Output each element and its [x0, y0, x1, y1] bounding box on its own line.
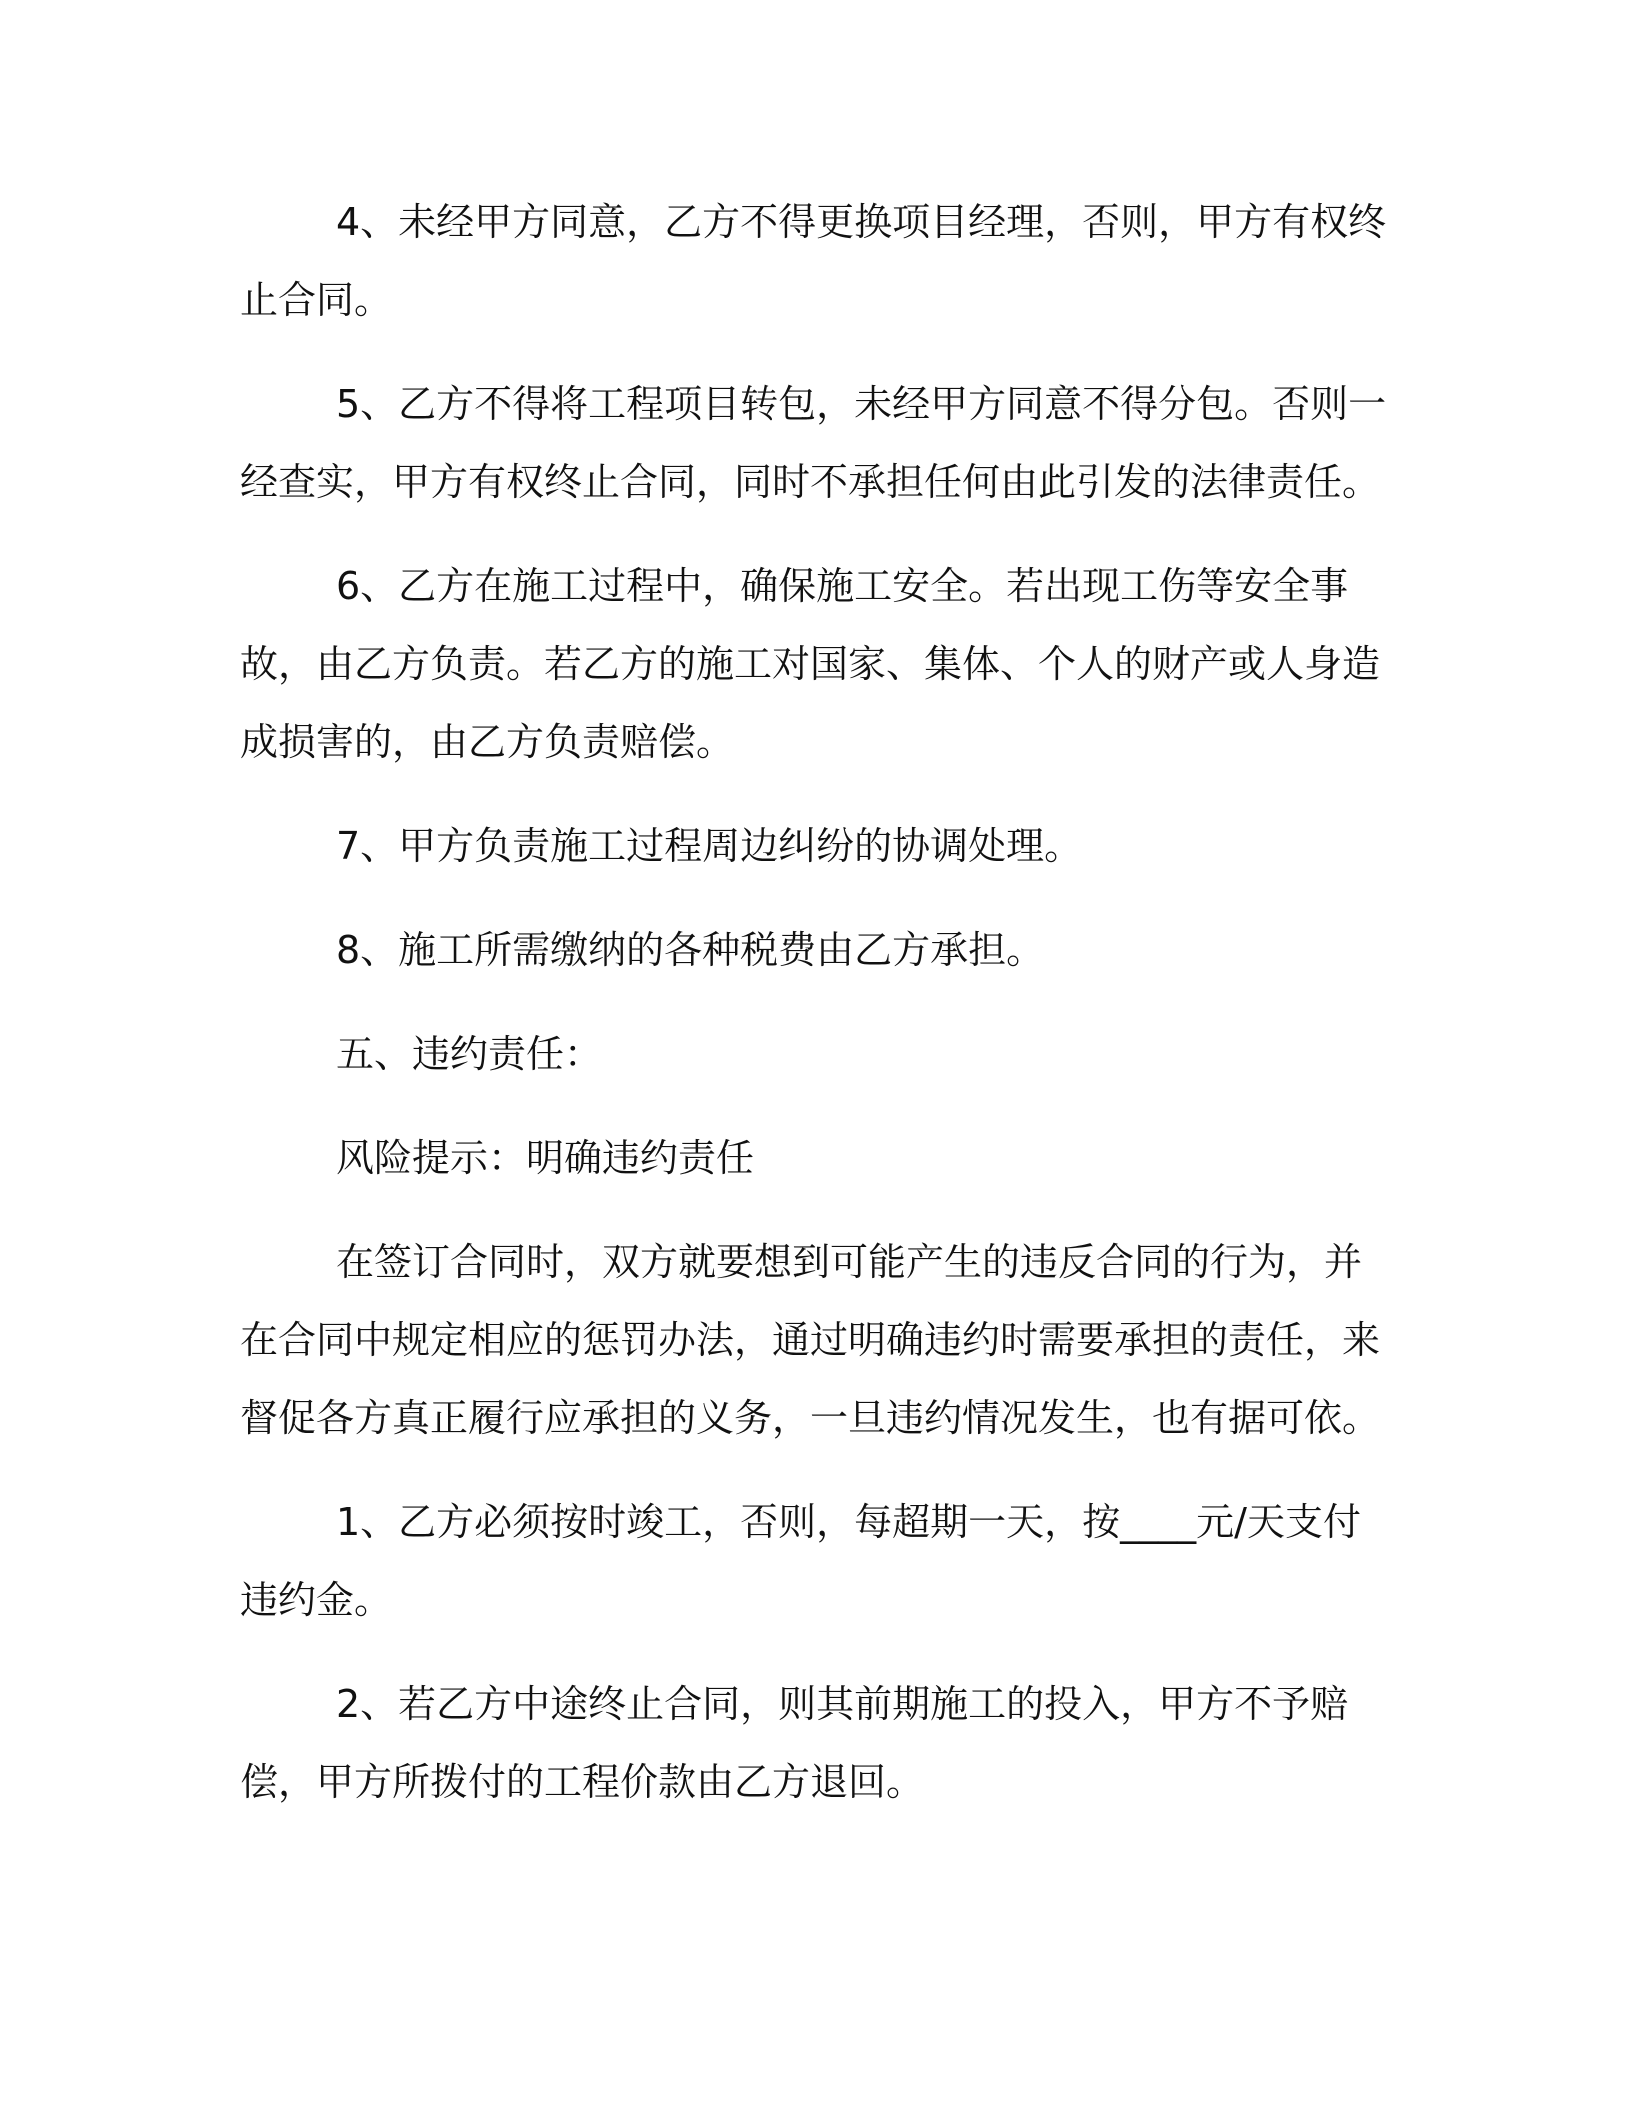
- clause-8-paragraph: 8、施工所需缴纳的各种税费由乙方承担。: [336, 928, 1045, 972]
- clause-6-paragraph: 6、乙方在施工过程中，确保施工安全。若出现工伤等安全事故，由乙方负责。若乙方的施工对国家、集体、个人的财产或人身造成损害的，由乙方负责赔偿。: [240, 564, 1381, 764]
- clause-7-paragraph: 7、甲方负责施工过程周边纠纷的协调处理。: [336, 824, 1083, 868]
- breach-clause-2-paragraph: 2、若乙方中途终止合同，则其前期施工的投入，甲方不予赔偿，甲方所拨付的工程价款由乙方退回。: [240, 1682, 1349, 1804]
- risk-tip-line: 风险提示：明确违约责任: [336, 1136, 755, 1180]
- document-body: [240, 183, 1390, 1847]
- clause-4-paragraph: 4、未经甲方同意，乙方不得更换项目经理，否则，甲方有权终止合同。: [240, 200, 1387, 322]
- breach-clause-1-paragraph: 1、乙方必须按时竣工，否则，每超期一天，按____元/天支付违约金。: [240, 1500, 1361, 1622]
- section-heading-breach-liability: 五、违约责任：: [336, 1032, 603, 1076]
- clause-5-paragraph: 5、乙方不得将工程项目转包，未经甲方同意不得分包。否则一经查实，甲方有权终止合同，同时不承担任何由此引发的法律责任。: [240, 382, 1387, 504]
- risk-explanation-paragraph: 在签订合同时，双方就要想到可能产生的违反合同的行为，并在合同中规定相应的惩罚办法，通过明确违约时需要承担的责任，来督促各方真正履行应承担的义务，一旦违约情况发生，也有据可依。: [240, 1240, 1381, 1440]
